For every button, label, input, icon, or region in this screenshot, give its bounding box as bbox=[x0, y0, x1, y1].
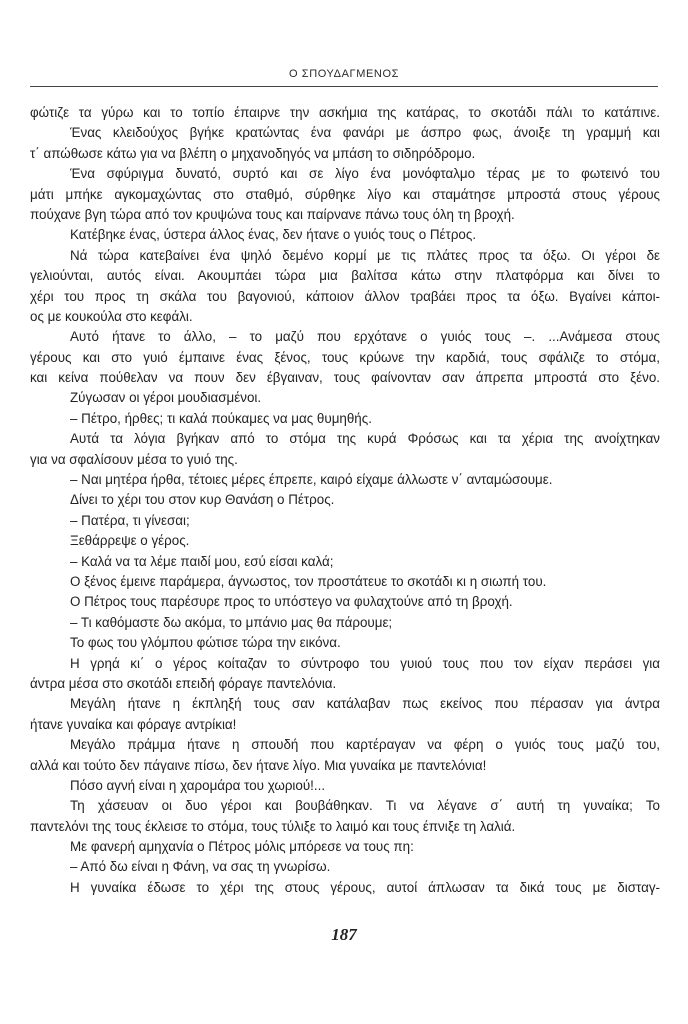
text-line: Μεγάλη ήτανε η έκπληξή τους σαν κατάλαβαν πως εκείνος που πέρασαν για άντρα bbox=[70, 696, 660, 712]
text-line: Κατέβηκε ένας, ύστερα άλλος ένας, δεν ήτανε ο γυιός τους ο Πέτρος. bbox=[70, 227, 477, 243]
text-line: Αυτά τα λόγια βγήκαν από το στόμα της κυρά Φρόσως και τα χέρια της ανοίχτηκαν bbox=[70, 431, 660, 447]
header-rule bbox=[30, 86, 658, 87]
text-line: – Από δω είναι η Φάνη, να σας τη γνωρίσω. bbox=[70, 859, 331, 875]
text-line: – Πέτρο, ήρθες; τι καλά πούκαμες να μας θυμηθής. bbox=[70, 410, 372, 426]
text-line: Ένα σφύριγμα δυνατό, συρτό και σε λίγο ένα μονόφταλμο τέρας με το φωτεινό του bbox=[70, 166, 660, 182]
text-line: χέρι του προς τη σκάλα του βαγονιού, κάποιον άλλον τραβάει προς τα όξω. Βγαίνει κάποι- bbox=[30, 288, 660, 304]
text-line: Δίνει το χέρι του στον κυρ Θανάση ο Πέτρος. bbox=[70, 492, 335, 508]
text-line: μάτι μπήκε αγκομαχώντας στο σταθμό, σύρθηκε λίγο και σταμάτησε μπροστά στους γέρους bbox=[30, 186, 660, 202]
text-line: – Πατέρα, τι γίνεσαι; bbox=[70, 512, 190, 528]
running-head: Ο ΣΠΟΥΔΑΓΜΕΝΟΣ bbox=[288, 68, 400, 80]
text-line: Ένας κλειδούχος βγήκε κρατώντας ένα φανάρι με άσπρο φως, άνοιξε τη γραμμή και bbox=[70, 125, 660, 141]
text-line: Ζύγωσαν οι γέροι μουδιασμένοι. bbox=[70, 390, 262, 406]
text-line: Τη χάσευαν οι δυο γέροι και βουβάθηκαν. Τι να λέγανε σ΄ αυτή τη γυναίκα; Το bbox=[70, 798, 660, 814]
text-line: για να σφαλίσουν μέσα το γυιό της. bbox=[30, 451, 238, 467]
text-line: παντελόνι της τους έκλεισε το στόμα, τους τύλιξε το λαιμό και τους έπνιξε τη λαλιά. bbox=[30, 818, 516, 834]
text-line: γελιούνται, αυτός είναι. Ακουμπάει τώρα μια βαλίτσα κάτω στην πλατφόρμα και δίνει το bbox=[30, 268, 660, 284]
text-line: Ξεθάρρεψε ο γέρος. bbox=[70, 533, 190, 549]
text-line: πούχανε βγη τώρα από τον κρυψώνα τους και παίρνανε πάνω τους όλη τη βροχή. bbox=[30, 206, 515, 222]
text-line: ος με κουκούλα στο κεφάλι. bbox=[30, 308, 193, 324]
text-line: και κείνα πούθελαν να πουν δεν έβγαιναν, τους φαίνονταν σαν άπρεπα μπροστά στο ξένο. bbox=[30, 370, 660, 386]
text-line: γέρους και στο γυιό έμπαινε ένας ξένος, τους κρύωνε την καρδιά, τους σφάλιζε το στόμα, bbox=[30, 349, 660, 365]
text-line: Ο ξένος έμεινε παράμερα, άγνωστος, τον προστάτευε το σκοτάδι κι η σιωπή του. bbox=[70, 573, 547, 589]
text-line: άντρα μέσα στο σκοτάδι επειδή φόραγε παντελόνια. bbox=[30, 675, 337, 691]
body-text bbox=[30, 103, 660, 898]
text-line: Το φως του γλόμπου φώτισε τώρα την εικόνα. bbox=[70, 635, 341, 651]
text-line: Η γρηά κι΄ ο γέρος κοίταζαν το σύντροφο του γυιού τους που τον είχαν περάσει για bbox=[70, 655, 660, 671]
text-line: Αυτό ήτανε το άλλο, – το μαζύ που ερχότανε ο γυιός τους –. ...Ανάμεσα στους bbox=[70, 329, 660, 345]
text-line: τ΄ απώθωσε κάτω για να βλέπη ο μηχανοδηγός να μπάση το σιδηρόδρομο. bbox=[30, 145, 476, 161]
text-line: αλλά και τούτο δεν πάγαινε πίσω, δεν ήτανε λίγο. Μια γυναίκα με παντελόνια! bbox=[30, 757, 487, 773]
text-line: Μεγάλο πράμμα ήτανε η σπουδή που καρτέραγαν να φέρη ο γυιός τους μαζύ του, bbox=[70, 737, 660, 753]
text-line: Η γυναίκα έδωσε το χέρι της στους γέρους, αυτοί άπλωσαν τα δικά τους με δισταγ- bbox=[70, 879, 660, 895]
text-line: Με φανερή αμηχανία ο Πέτρος μόλις μπόρεσε να τους πη: bbox=[70, 839, 414, 855]
text-line: Πόσο αγνή είναι η χαρομάρα του χωριού!... bbox=[70, 777, 326, 793]
text-line: Ο Πέτρος τους παρέσυρε προς το υπόστεγο να φυλαχτούνε από τη βροχή. bbox=[70, 594, 513, 610]
text-line: – Τι καθόμαστε δω ακόμα, το μπάνιο μας θα πάρουμε; bbox=[70, 614, 393, 630]
text-line: φώτιζε τα γύρω και το τοπίο έπαιρνε την ασκήμια της κατάρας, το σκοτάδι πάλι το κατάπινε. bbox=[30, 105, 660, 120]
text-line: – Καλά να τα λέμε παιδί μου, εσύ είσαι καλά; bbox=[70, 553, 334, 569]
text-line: Νά τώρα κατεβαίνει ένα ψηλό δεμένο κορμί με τις πλάτες προς τα όξω. Οι γέροι δε bbox=[70, 247, 660, 263]
text-line: – Ναι μητέρα ήρθα, τέτοιες μέρες έπρεπε, καιρό είχαμε άλλωστε ν΄ ανταμώσουμε. bbox=[70, 472, 553, 488]
text-line: ήτανε γυναίκα και φόραγε αντρίκια! bbox=[30, 716, 237, 732]
page-number: 187 bbox=[331, 925, 357, 944]
